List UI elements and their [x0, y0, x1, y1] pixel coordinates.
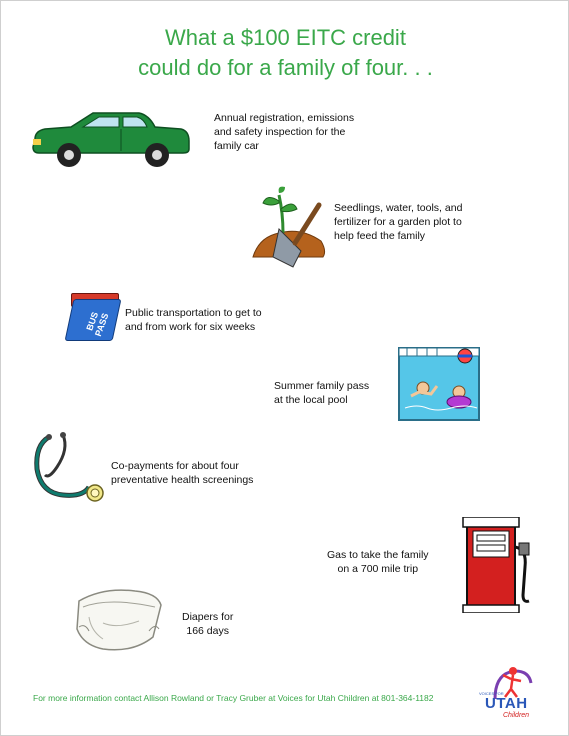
logo-sub-text: Children — [503, 712, 530, 719]
caption-stethoscope: Co-payments for about four preventative health screenings — [111, 460, 254, 486]
caption-pool: Summer family pass at the local pool — [274, 380, 370, 406]
voices-for-utah-children-logo — [479, 665, 541, 723]
footer-contact: For more information contact Allison Rowland or Tracy Gruber at Voices for Utah Children at 801-364-1182 — [33, 693, 434, 703]
pool-icon — [397, 346, 481, 422]
gas-pump-icon — [461, 517, 537, 613]
bus-pass-label: BUS PASS — [84, 310, 111, 338]
caption-diaper: Diapers for 166 days — [182, 611, 234, 637]
car-icon — [31, 109, 191, 171]
caption-gas: Gas to take the family on a 700 mile trip — [327, 549, 429, 575]
caption-car: Annual registration, emissions and safety inspection for the family car — [214, 112, 355, 152]
page-title — [1, 23, 569, 83]
logo-main-text: UTAH — [485, 695, 528, 712]
logo-top-text: VOICES FOR — [479, 691, 504, 696]
caption-garden: Seedlings, water, tools, and fertilizer for a garden plot to help feed the family — [334, 202, 463, 242]
bus-pass-icon — [67, 293, 121, 343]
title-line-2: could do for a family of four. . . — [138, 55, 433, 80]
caption-bus-pass: Public transportation to get to and from work for six weeks — [125, 307, 262, 333]
stethoscope-icon — [27, 431, 107, 507]
garden-trowel-icon — [249, 185, 331, 269]
diaper-icon — [73, 583, 165, 655]
title-line-1: What a $100 EITC credit — [165, 25, 406, 50]
